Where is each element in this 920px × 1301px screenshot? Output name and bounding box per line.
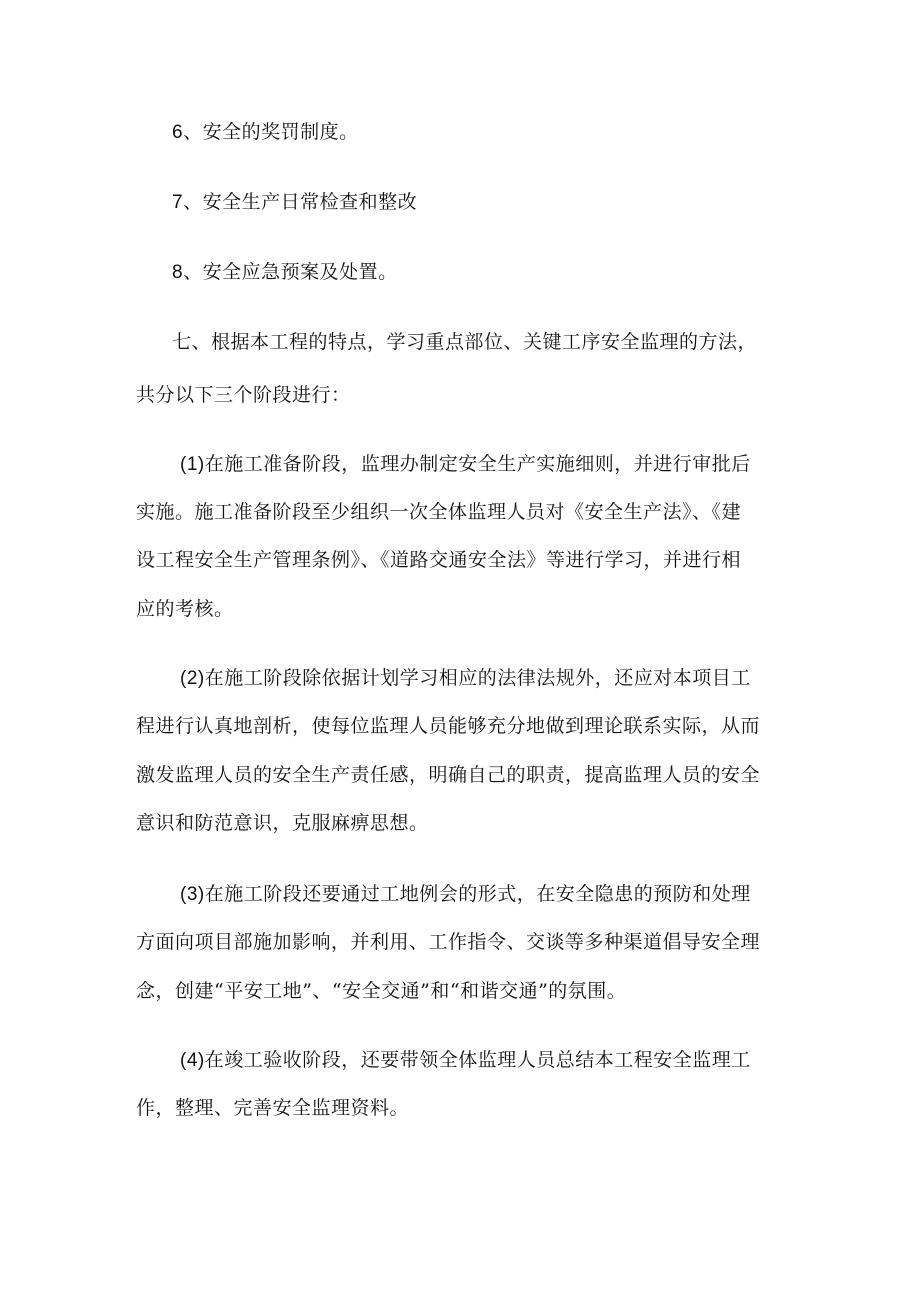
paragraph-3-line-3: 念，创建“平安工地”、“安全交通”和“和谐交通”的氛围。 bbox=[136, 980, 627, 1002]
paragraph-2-line-2: 程进行认真地剖析，使每位监理人员能够充分地做到理论联系实际，从而 bbox=[136, 715, 761, 737]
paragraph-1-line-3: 设工程安全生产管理条例》、《道路交通安全法》等进行学习，并进行相 bbox=[136, 549, 742, 571]
list-item-6 bbox=[172, 120, 359, 145]
list-item-number: 7 bbox=[172, 192, 184, 213]
paragraph-1-line-4: 应的考核。 bbox=[136, 598, 234, 620]
paragraph-1-line-2: 实施。施工准备阶段至少组织一次全体监理人员对《安全生产法》、《建 bbox=[136, 501, 742, 523]
list-item-7 bbox=[172, 190, 417, 215]
paragraph-1-label: (1) bbox=[180, 454, 205, 475]
paragraph-2-text: 在施工阶段除依据计划学习相应的法律法规外，还应对本项目工 bbox=[204, 667, 751, 689]
paragraph-3-line-1 bbox=[180, 882, 751, 907]
paragraph-2-line-3: 激发监理人员的安全生产责任感，明确自己的职责，提高监理人员的安全 bbox=[136, 764, 761, 786]
paragraph-4-line-1 bbox=[180, 1048, 751, 1073]
list-item-8 bbox=[172, 260, 398, 285]
list-item-number: 6 bbox=[172, 122, 184, 143]
paragraph-2-line-4: 意识和防范意识，克服麻痹思想。 bbox=[136, 812, 429, 834]
paragraph-3-line-2: 方面向项目部施加影响，并利用、工作指令、交谈等多种渠道倡导安全理 bbox=[136, 931, 761, 953]
paragraph-3-label: (3) bbox=[180, 884, 205, 905]
section-seven-line-2: 共分以下三个阶段进行： bbox=[136, 384, 351, 406]
paragraph-4-label: (4) bbox=[180, 1050, 205, 1071]
paragraph-1-text: 在施工准备阶段，监理办制定安全生产实施细则，并进行审批后 bbox=[204, 453, 751, 475]
paragraph-3-text: 在施工阶段还要通过工地例会的形式，在安全隐患的预防和处理 bbox=[204, 883, 751, 905]
paragraph-1-line-1 bbox=[180, 452, 751, 477]
list-item-text: 、安全的奖罚制度。 bbox=[183, 121, 359, 143]
paragraph-2-label: (2) bbox=[180, 668, 205, 689]
paragraph-2-line-1 bbox=[180, 666, 751, 691]
section-seven-line-1: 七、根据本工程的特点，学习重点部位、关键工序安全监理的方法， bbox=[172, 331, 758, 353]
paragraph-4-line-2: 作，整理、完善安全监理资料。 bbox=[136, 1097, 410, 1119]
list-item-number: 8 bbox=[172, 262, 184, 283]
list-item-text: 、安全应急预案及处置。 bbox=[183, 261, 398, 283]
paragraph-4-text: 在竣工验收阶段，还要带领全体监理人员总结本工程安全监理工 bbox=[204, 1049, 751, 1071]
list-item-text: 、安全生产日常检查和整改 bbox=[183, 191, 418, 213]
